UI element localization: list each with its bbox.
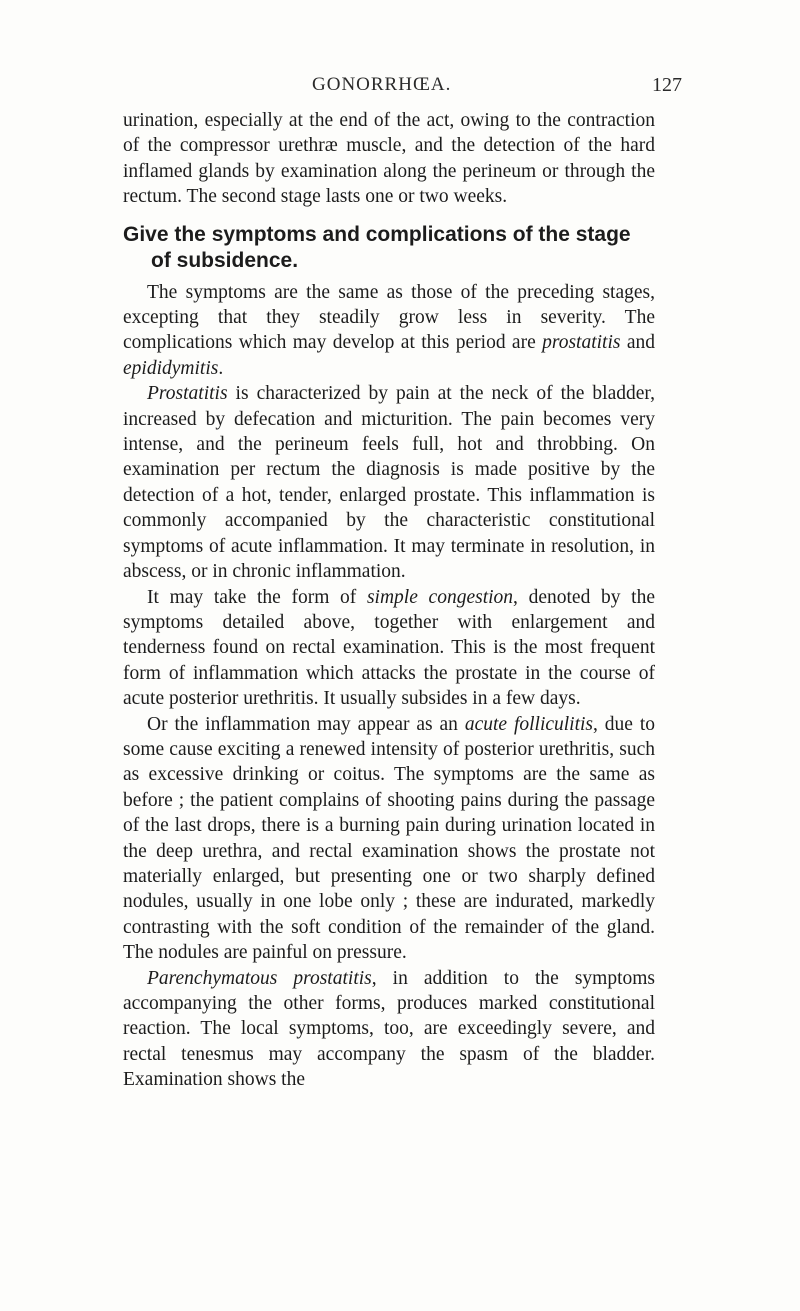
term-prostatitis-heading: Prostatitis: [147, 383, 228, 405]
term-parenchymatous-prostatitis: Parenchymatous prostatitis: [147, 967, 372, 989]
body-text: [123, 108, 655, 1093]
p5-text: , in addition to the symptoms accompanying the other forms, produces marked constitutional reaction. The local symptoms, too, are exceedingly severe, and rectal tenesmus may accompany the spasm of the bladder. Examination shows the: [123, 967, 656, 1091]
term-simple-congestion: simple congestion: [366, 586, 514, 608]
running-head: [0, 74, 800, 98]
question-heading: Give the symptoms and complications of the stage of subsidence.: [123, 222, 631, 272]
running-title: GONORRHŒA.: [312, 74, 452, 95]
p3-text-after: , denoted by the symptoms detailed above, together with enlargement and tenderness found on rectal examination. This is the most frequent form of inflammation which attacks the prostate in the course of acute posterior urethritis. It usually subsides in a few days.: [123, 586, 655, 710]
paragraph-acute-folliculitis: [123, 712, 655, 966]
p3-text-before: It may take the form of: [147, 586, 367, 608]
paragraph-parenchymatous: [123, 966, 655, 1093]
paragraph-simple-congestion: [123, 585, 655, 712]
p1-text-middle: and: [620, 332, 655, 354]
paragraph-prostatitis: [123, 381, 655, 584]
continuation-paragraph: urination, especially at the end of the act, owing to the contraction of the compressor urethræ muscle, and the detection of the hard inflamed glands by examination along the perineum or through the rectum. The second stage lasts one or two weeks.: [123, 110, 655, 208]
term-prostatitis: prostatitis: [542, 332, 621, 354]
p1-text-before: The symptoms are the same as those of the preceding stages, excepting that they steadily grow less in severity. The complications which may develop at this period are: [123, 281, 655, 354]
p1-text-after: .: [218, 357, 224, 379]
term-acute-folliculitis: acute folliculitis: [464, 713, 594, 735]
p2-text: is characterized by pain at the neck of the bladder, increased by defecation and micturition. The pain becomes very intense, and the perineum feels full, hot and throbbing. On examination per rectum the diagnosis is made positive by the detection of a hot, tender, enlarged prostate. This inflammation is commonly accompanied by the characteristic constitutional symptoms of acute inflammation. It may terminate in resolution, in abscess, or in chronic inflammation.: [123, 383, 655, 583]
term-epididymitis: epididymitis: [123, 357, 219, 379]
p4-text-after: , due to some cause exciting a renewed intensity of posterior urethritis, such as excessive drinking or coitus. The symptoms are the same as before ; the patient complains of shooting pains during the passage of the last drops, there is a burning pain during urination located in the deep urethra, and rectal examination shows the prostate not materially enlarged, but presenting one or two sharply defined nodules, usually in one lobe only ; these are indurated, markedly contrasting with the soft condition of the remainder of the gland. The nodules are painful on pressure.: [123, 713, 655, 964]
page-number: 127: [652, 74, 682, 96]
p4-text-before: Or the inflammation may appear as an: [147, 713, 465, 735]
paragraph-symptoms: [123, 280, 655, 382]
